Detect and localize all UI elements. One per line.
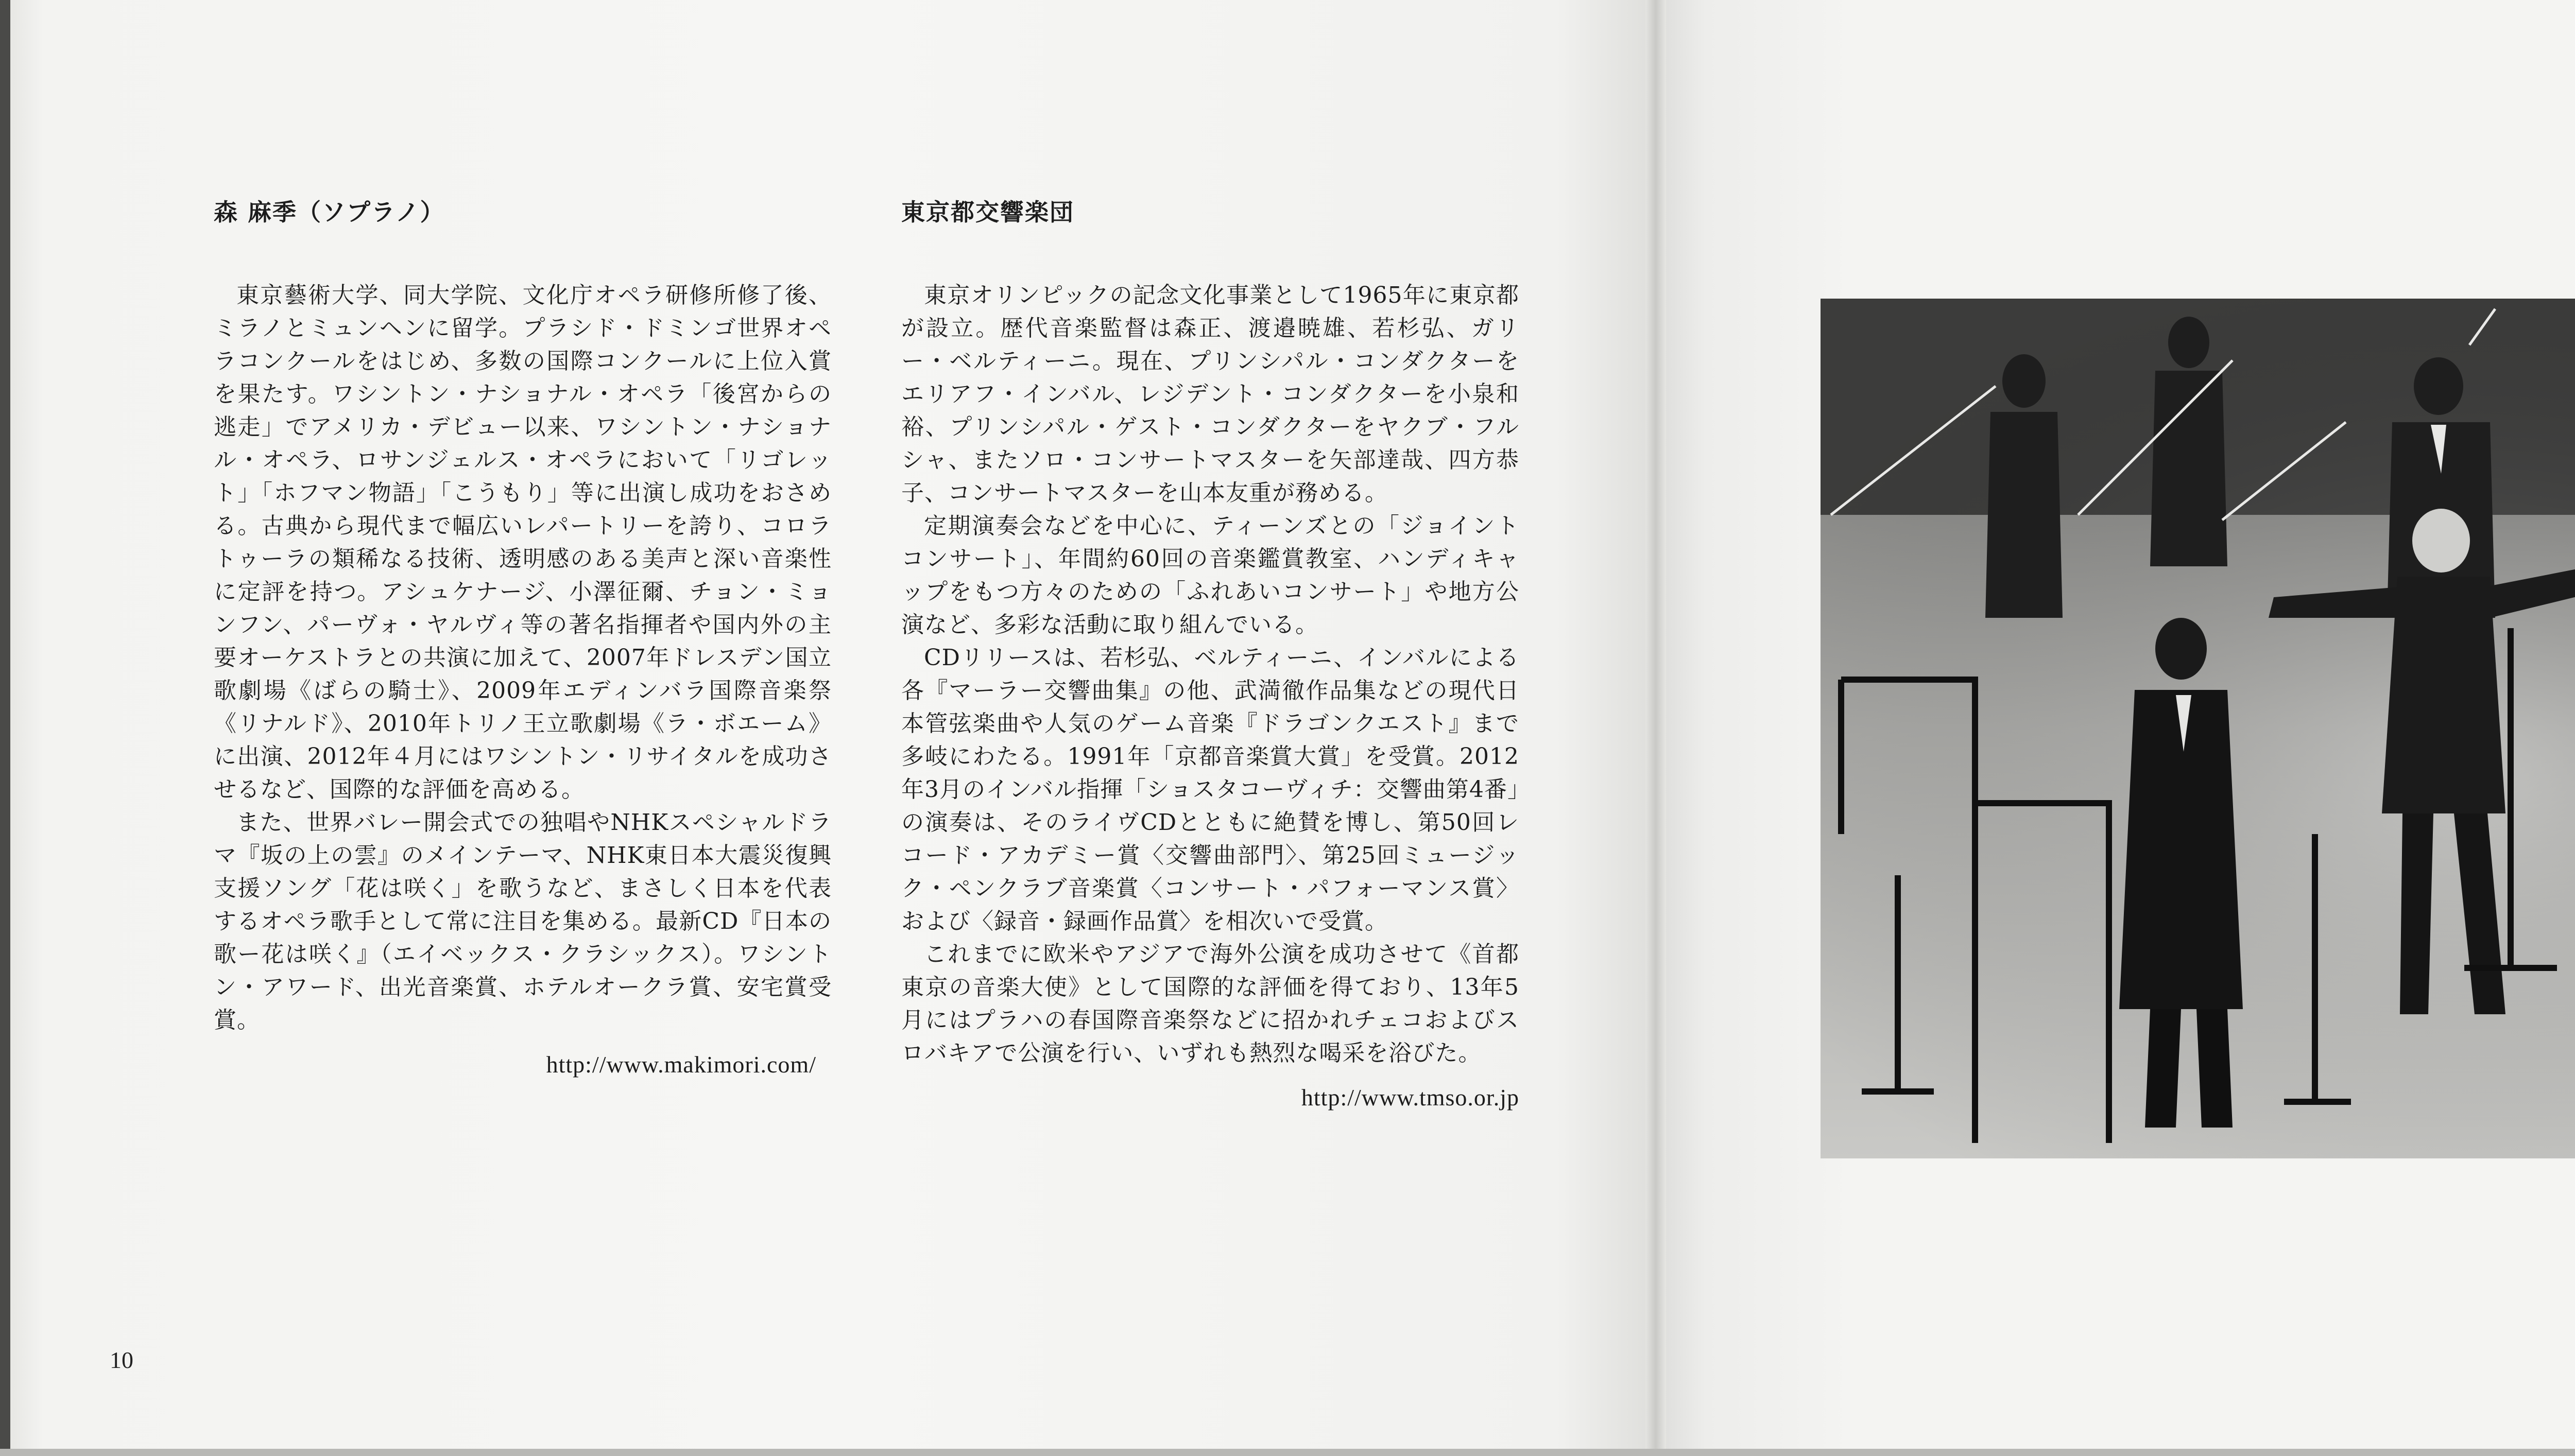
book-gutter <box>1645 0 1666 1456</box>
orchestra-url: http://www.tmso.or.jp <box>1301 1084 1519 1111</box>
orchestra-concert-photo <box>1821 299 2575 1158</box>
orchestra-paragraph: CDリリースは、若杉弘、ベルティーニ、インバルによる各『マーラー交響曲集』の他、武満徹作品集などの現代日本管弦楽曲や人気のゲーム音楽『ドラゴンクエスト』まで多岐にわたる。1991年「京都音楽賞大賞」を受賞。2012年3月のインバル指揮「ショスタコーヴィチ：交響曲第4番」の演奏は、そのライヴCDとともに絶賛を博し、第50回レコード・アカデミー賞〈交響曲部門〉、第25回ミュージック・ペンクラブ音楽賞〈コンサート・パフォーマンス賞〉および〈録音・録画作品賞〉を相次いで受賞。 <box>901 645 1519 934</box>
orchestra-paragraph: 定期演奏会などを中心に、ティーンズとの「ジョイントコンサート」、年間約60回の音楽鑑賞教室、ハンディキャップをもつ方々のための「ふれあいコンサート」や地方公演など、多彩な活動に取り組んでいる。 <box>901 513 1519 638</box>
page-number-left: 10 <box>110 1347 133 1373</box>
soprano-paragraph: 東京藝術大学、同大学院、文化庁オペラ研修所修了後、ミラノとミュンヘンに留学。プラシド・ドミンゴ世界オペラコンクールをはじめ、多数の国際コンクールに上位入賞を果たす。ワシントン・ナショナル・オペラ「後宮からの逃走」でアメリカ・デビュー以来、ワシントン・ナショナル・オペラ、ロサンジェルス・オペラにおいて「リゴレット」「ホフマン物語」「こうもり」等に出演し成功をおさめる。古典から現代まで幅広いレパートリーを誇り、コロラトゥーラの類稀なる技術、透明感のある美声と深い音楽性に定評を持つ。アシュケナージ、小澤征爾、チョン・ミョンフン、パーヴォ・ヤルヴィ等の著名指揮者や国内外の主要オーケストラとの共演に加えて、2007年ドレスデン国立歌劇場《ばらの騎士》、2009年エディンバラ国際音楽祭《リナルド》、2010年トリノ王立歌劇場《ラ・ボエーム》に出演、2012年４月にはワシントン・リサイタルを成功させるなど、国際的な評価を高める。 <box>214 282 832 803</box>
soprano-column <box>214 196 832 1081</box>
soprano-paragraph: また、世界バレー開会式での独唱やNHKスペシャルドラマ『坂の上の雲』のメインテーマ、NHK東日本大震災復興支援ソング「花は咲く」を歌うなど、まさしく日本を代表するオペラ歌手として常に注目を集める。最新CD『日本の歌ー花は咲く』（エイベックス・クラシックス）。ワシントン・アワード、出光音楽賞、ホテルオークラ賞、安宅賞受賞。 <box>214 809 832 1033</box>
soprano-heading: 森 麻季（ソプラノ） <box>214 198 445 226</box>
soprano-url: http://www.makimori.com/ <box>546 1051 816 1078</box>
orchestra-column <box>901 196 1519 1114</box>
page-bottom-edge <box>0 1449 2575 1456</box>
orchestra-heading: 東京都交響楽団 <box>901 198 1074 226</box>
orchestra-paragraph: 東京オリンピックの記念文化事業として1965年に東京都が設立。歴代音楽監督は森正、渡邉暁雄、若杉弘、ガリー・ベルティーニ。現在、プリンシパル・コンダクターをエリアフ・インバル、レジデント・コンダクターを小泉和裕、プリンシパル・ゲスト・コンダクターをヤクブ・フルシャ、またソロ・コンサートマスターを矢部達哉、四方恭子、コンサートマスターを山本友重が務める。 <box>901 282 1519 506</box>
orchestra-paragraph: これまでに欧米やアジアで海外公演を成功させて《首都東京の音楽大使》として国際的な評価を得ており、13年5月にはプラハの春国際音楽祭などに招かれチェコおよびスロバキアで公演を行い、いずれも熱烈な喝采を浴びた。 <box>901 941 1519 1066</box>
